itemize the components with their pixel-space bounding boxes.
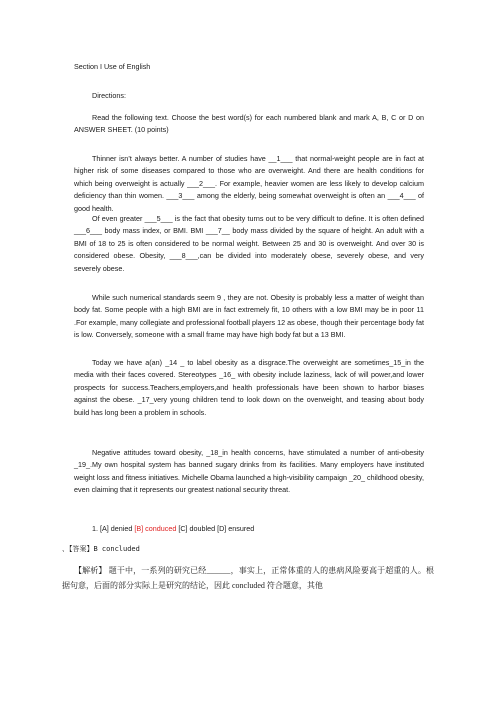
passage-paragraph-4: Today we have a(an) _14 _ to label obesity as a disgrace.The overweight are sometimes_15_in the media with their faces covered. Stereotypes _16_ with obesity include laziness, lack of will power,and lower prospects for success.Teachers,employers,and health professionals have been shown to harbor biases against the obese. _17_very young children tend to look down on the overweight, and teasing about body build has long been a problem in schools.	[74, 358, 424, 417]
instructions-text: Read the following text. Choose the best word(s) for each numbered blank and mark A, B, C or D on ANSWER SHEET. (10 points)	[74, 113, 424, 135]
option-a: [A] denied	[100, 524, 133, 533]
option-b-highlighted: [B] conduced	[134, 524, 177, 533]
question-1	[92, 523, 422, 535]
passage-paragraph-1: Thinner isn’t always better. A number of studies have __1___ that normal-weight people are in fact at higher risk of some diseases compared to those who are overweight. And there are health conditions for which being overweight is actually ___2___. For example, heavier women are less likely to develop calcium deficiency than thin women. ___3___ among the elderly, being somewhat overweight is often an ___4___ of good health.	[74, 154, 424, 213]
passage-paragraph-2: Of even greater ___5___ is the fact that obesity turns out to be very difficult to define. It is often defined ___6___ body mass index, or BMI. BMI ___7__ body mass divided by the square of height. An adult with a BMI of 18 to 25 is often considered to be normal weight. Between 25 and 30 is overweight. And over 30 is considered obese. Obesity, ___8___,can be divided into moderately obese, severely obese, and very severely obese.	[74, 214, 424, 273]
analysis-text: 【解析】 题干中，一系列的研究已经______，事实上，正常体重的人的患病风险要高于超重的人。根据句意，后面的部分实际上是研究的结论，因此 concluded 符合题意，其他	[62, 566, 434, 590]
passage-paragraph-5: Negative attitudes toward obesity, _18_in health concerns, have stimulated a number of anti-obesity _19_.My own hospital system has banned sugary drinks from its facilities. Many employers have instituted weight loss and fitness initiatives. Michelle Obama launched a high-visibility campaign _20_ childhood obesity, even claiming that it represents our greatest national security threat.	[74, 448, 424, 495]
question-number: 1.	[92, 524, 98, 533]
section-title: Section I Use of English	[74, 62, 151, 71]
option-c: [C] doubled	[178, 524, 216, 533]
option-d: [D] ensured	[217, 524, 255, 533]
passage-paragraph-3: While such numerical standards seem 9 , they are not. Obesity is probably less a matter of weight than body fat. Some people with a high BMI are in fact extremely fit, 10 others with a low BMI may be in poor 11 .For example, many collegiate and professional football players 12 as obese, though their percentage body fat is low. Conversely, someone with a small frame may have high body fat but a 13 BMI.	[74, 293, 424, 340]
answer-line: 、【答案】B concluded	[62, 545, 140, 553]
directions-label: Directions:	[92, 91, 126, 100]
